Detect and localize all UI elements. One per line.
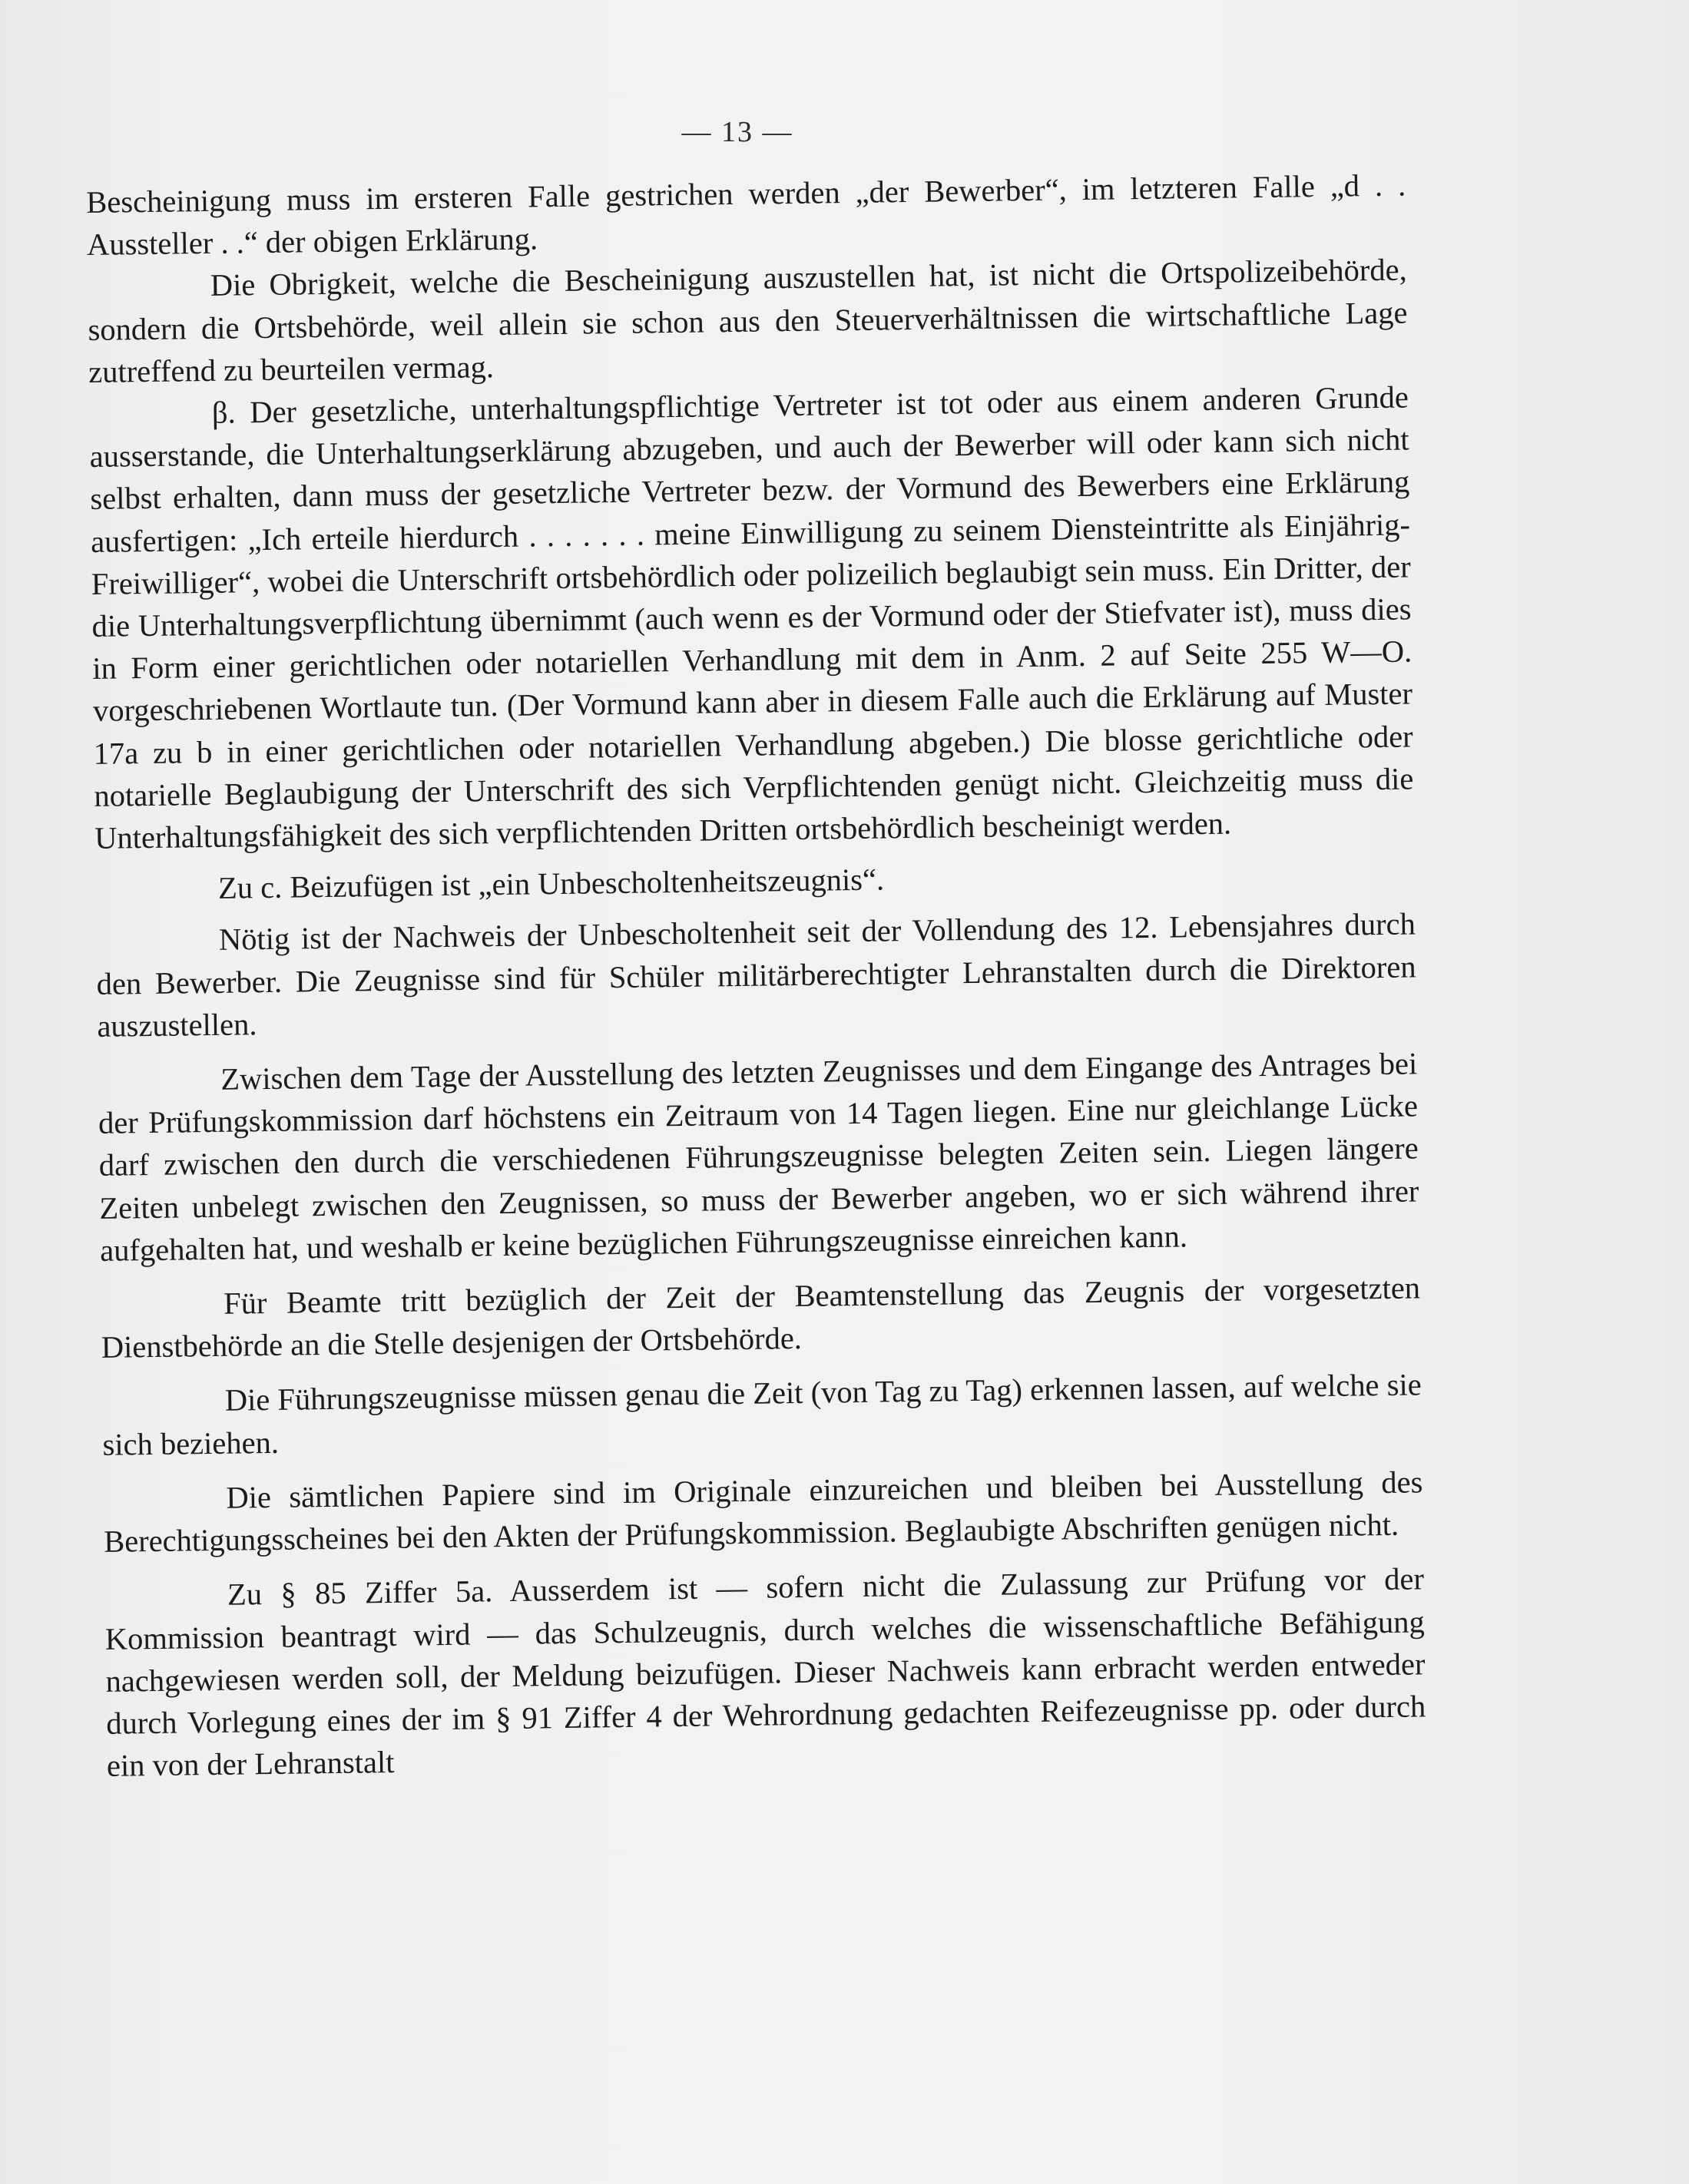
body-text bbox=[86, 164, 1426, 1788]
paragraph-fuehrungszeugnisse: Die Führungszeugnisse müssen genau die Zeit (von Tag zu Tag) erkennen lassen, auf welche sie sich beziehen. bbox=[102, 1367, 1422, 1462]
page-number: — 13 — bbox=[681, 116, 793, 148]
paragraph-beamte: Für Beamte tritt bezüglich der Zeit der Beamtenstellung das Zeugnis der vorgesetzten Dienstbehörde an die Stelle desjenigen der Ortsbehörde. bbox=[101, 1270, 1421, 1365]
paragraph-unbescholtenheit: Nötig ist der Nachweis der Unbescholtenheit seit der Vollendung des 12. Lebensjahres durch den Bewerber. Die Zeugnisse sind für Schüler militärberechtigter Lehranstalten durch die Direktoren auszustellen. bbox=[96, 906, 1416, 1044]
paragraph-beta-vertreter: β. Der gesetzliche, unterhaltungspflichtige Vertreter ist tot oder aus einem anderen Grunde ausserstande, die Unterhaltungserklärung abzugeben, und auch der Bewerber will oder kann sich nicht selbst erhalten, dann muss der gesetzliche Vertreter bezw. der Vormund des Bewerbers eine Erklärung ausfertigen: „Ich erteile hierdurch . . . . . . . meine Einwilligung zu seinem Diensteintritte als Einjährig-Freiwilliger“, wobei die Unterschrift ortsbehördlich oder polizeilich beglaubigt sein muss. Ein Dritter, der die Unterhaltungsverpflichtung übernimmt (auch wenn es der Vormund oder der Stiefvater ist), muss dies in Form einer gerichtlichen oder notariellen Verhandlung mit dem in Anm. 2 auf Seite 255 W—O. vorgeschriebenen Wortlaute tun. (Der Vormund kann aber in diesem Falle auch die Erklärung auf Muster 17a zu b in einer gerichtlichen oder notariellen Verhandlung abgeben.) Die blosse gerichtliche oder notarielle Beglaubigung der Unterschrift des sich Verpflichtenden genügt nicht. Gleichzeitig muss die Unterhaltungsfähigkeit des sich verpflichtenden Dritten ortsbehördlich bescheinigt werden. bbox=[89, 379, 1414, 855]
paragraph-obrigkeit: Die Obrigkeit, welche die Bescheinigung auszustellen hat, ist nicht die Ortspolizeibehörde, sondern die Ortsbehörde, weil allein sie schon aus den Steuerverhältnissen die wirtschaftliche Lage zutreffend zu beurteilen vermag. bbox=[88, 252, 1408, 389]
paragraph-papiere: Die sämtlichen Papiere sind im Originale einzureichen und bleiben bei Ausstellung des Berechtigungsscheines bei den Akten der Prüfungskommission. Beglaubigte Abschriften genügen nicht. bbox=[103, 1464, 1423, 1559]
paragraph-zeitraum: Zwischen dem Tage der Ausstellung des letzten Zeugnisses und dem Eingange des Antrages bei der Prüfungskommission darf höchstens ein Zeitraum von 14 Tagen liegen. Eine nur gleichlange Lücke darf zwischen den durch die verschiedenen Führungszeugnisse belegten Zeiten sein. Liegen längere Zeiten unbelegt zwischen den Zeugnissen, so muss der Bewerber angeben, wo er sich während ihrer aufgehalten hat, und weshalb er keine bezüglichen Führungszeugnisse einreichen kann. bbox=[98, 1046, 1419, 1268]
paragraph-continuation: Bescheinigung muss im ersteren Falle gestrichen werden „der Bewerber“, im letzteren Falle „d . . Aussteller . .“ der obigen Erklärung. bbox=[86, 167, 1406, 263]
paragraph-zu-c: Zu c. Beizufügen ist „ein Unbescholtenheitszeugnis“. bbox=[217, 862, 885, 906]
paragraph-ziffer-5a: Zu § 85 Ziffer 5a. Ausserdem ist — sofern nicht die Zulassung zur Prüfung vor der Kommission beantragt wird — das Schulzeugnis, durch welches die wissenschaftliche Befähigung nachgewiesen werden soll, der Meldung beizufügen. Dieser Nachweis kann erbracht werden entweder durch Vorlegung eines der im § 91 Ziffer 4 der Wehrordnung gedachten Reifezeugnisse pp. oder durch ein von der Lehranstalt bbox=[104, 1561, 1426, 1783]
